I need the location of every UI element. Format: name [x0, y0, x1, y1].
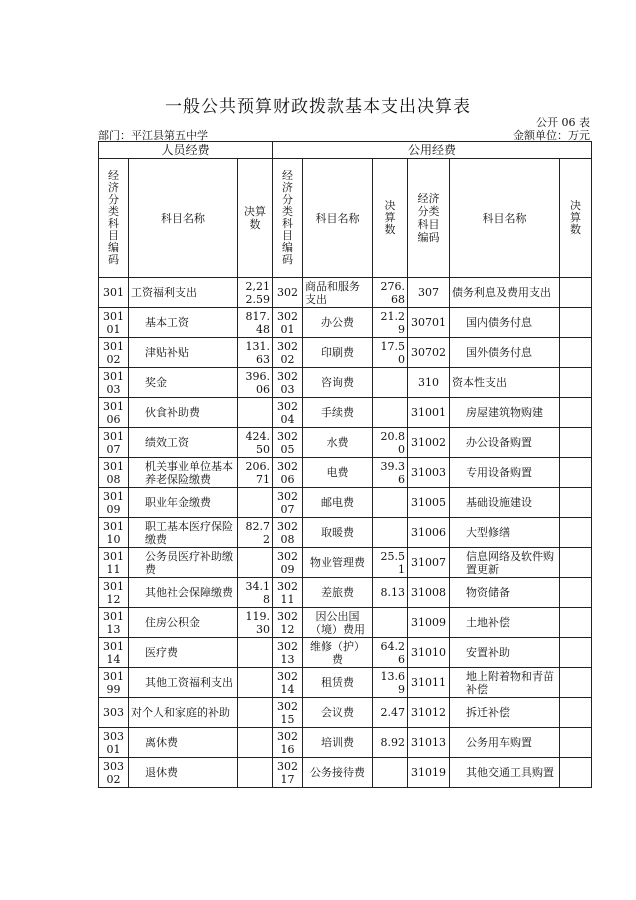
public-amount-cell: 8.13	[373, 578, 408, 608]
personnel-code-cell: 30112	[99, 578, 129, 608]
capital-code-cell: 30702	[408, 338, 450, 368]
public-amount-cell	[373, 608, 408, 638]
capital-name-cell: 信息网络及软件购置更新	[450, 548, 560, 578]
capital-amount-cell	[560, 728, 592, 758]
public-code-cell: 30208	[273, 518, 303, 548]
public-name-cell: 办公费	[303, 308, 373, 338]
public-code-cell: 30205	[273, 428, 303, 458]
public-amount-cell	[373, 518, 408, 548]
public-code-cell: 30213	[273, 638, 303, 668]
capital-amount-cell	[560, 758, 592, 788]
unit-label: 金额单位：万元	[513, 129, 590, 142]
capital-name-cell: 基础设施建设	[450, 488, 560, 518]
personnel-name-cell: 机关事业单位基本养老保险缴费	[129, 458, 238, 488]
capital-amount-cell	[560, 278, 592, 308]
public-code-cell: 30201	[273, 308, 303, 338]
public-code-cell: 30204	[273, 398, 303, 428]
page-title: 一般公共预算财政拨款基本支出决算表	[165, 97, 471, 117]
personnel-code-cell: 30301	[99, 728, 129, 758]
public-amount-cell	[373, 488, 408, 518]
personnel-name-cell: 医疗费	[129, 638, 238, 668]
public-amount-cell: 8.92	[373, 728, 408, 758]
personnel-amount-cell	[238, 668, 273, 698]
personnel-name-cell: 住房公积金	[129, 608, 238, 638]
capital-name-cell: 拆迁补偿	[450, 698, 560, 728]
capital-amount-cell	[560, 698, 592, 728]
capital-code-cell: 307	[408, 278, 450, 308]
public-name-cell: 租赁费	[303, 668, 373, 698]
capital-name-cell: 专用设备购置	[450, 458, 560, 488]
personnel-code-cell: 30106	[99, 398, 129, 428]
public-amount-cell: 2.47	[373, 698, 408, 728]
header-code-capital: 经济分类科目编码	[408, 159, 450, 278]
capital-code-cell: 31019	[408, 758, 450, 788]
table-row	[99, 488, 592, 518]
personnel-name-cell: 对个人和家庭的补助	[129, 698, 238, 728]
personnel-amount-cell: 2,212.59	[238, 278, 273, 308]
public-name-cell: 咨询费	[303, 368, 373, 398]
personnel-code-cell: 30111	[99, 548, 129, 578]
personnel-code-cell: 30101	[99, 308, 129, 338]
capital-amount-cell	[560, 608, 592, 638]
capital-code-cell: 31003	[408, 458, 450, 488]
personnel-name-cell: 职业年金缴费	[129, 488, 238, 518]
table-row	[99, 368, 592, 398]
personnel-name-cell: 职工基本医疗保险缴费	[129, 518, 238, 548]
public-amount-cell	[373, 398, 408, 428]
capital-amount-cell	[560, 548, 592, 578]
personnel-amount-cell	[238, 638, 273, 668]
personnel-code-cell: 30108	[99, 458, 129, 488]
public-name-cell: 电费	[303, 458, 373, 488]
personnel-amount-cell	[238, 758, 273, 788]
capital-amount-cell	[560, 518, 592, 548]
capital-amount-cell	[560, 638, 592, 668]
capital-name-cell: 公务用车购置	[450, 728, 560, 758]
public-amount-cell: 25.51	[373, 548, 408, 578]
table-row	[99, 698, 592, 728]
public-code-cell: 30211	[273, 578, 303, 608]
public-code-cell: 30207	[273, 488, 303, 518]
table-row	[99, 638, 592, 668]
personnel-amount-cell: 131.63	[238, 338, 273, 368]
capital-code-cell: 31013	[408, 728, 450, 758]
public-code-cell: 30202	[273, 338, 303, 368]
table-row	[99, 398, 592, 428]
table-row	[99, 548, 592, 578]
public-amount-cell: 17.50	[373, 338, 408, 368]
public-name-cell: 因公出国（境）费用	[303, 608, 373, 638]
table-row	[99, 278, 592, 308]
expenditure-table	[98, 141, 592, 788]
personnel-amount-cell: 817.48	[238, 308, 273, 338]
public-name-cell: 印刷费	[303, 338, 373, 368]
department-label: 部门：平江县第五中学	[98, 129, 208, 142]
public-name-cell: 培训费	[303, 728, 373, 758]
capital-amount-cell	[560, 668, 592, 698]
public-amount-cell	[373, 758, 408, 788]
capital-code-cell: 31010	[408, 638, 450, 668]
personnel-code-cell: 30102	[99, 338, 129, 368]
header-code-personnel: 经济分类科目编码	[99, 159, 129, 278]
public-group-header: 公用经费	[273, 142, 592, 159]
capital-amount-cell	[560, 338, 592, 368]
table-row	[99, 458, 592, 488]
personnel-name-cell: 离休费	[129, 728, 238, 758]
header-name-personnel: 科目名称	[129, 159, 238, 278]
public-amount-cell: 276.68	[373, 278, 408, 308]
capital-code-cell: 31008	[408, 578, 450, 608]
public-name-cell: 维修（护）费	[303, 638, 373, 668]
capital-code-cell: 31011	[408, 668, 450, 698]
table-row	[99, 308, 592, 338]
public-code-cell: 30203	[273, 368, 303, 398]
public-code-cell: 30209	[273, 548, 303, 578]
public-code-cell: 30215	[273, 698, 303, 728]
public-amount-cell: 39.36	[373, 458, 408, 488]
table-number: 公开 06 表	[536, 116, 590, 129]
public-amount-cell: 20.80	[373, 428, 408, 458]
personnel-amount-cell: 206.71	[238, 458, 273, 488]
capital-amount-cell	[560, 308, 592, 338]
capital-name-cell: 房屋建筑物购建	[450, 398, 560, 428]
personnel-code-cell: 30199	[99, 668, 129, 698]
personnel-code-cell: 30103	[99, 368, 129, 398]
table-row	[99, 338, 592, 368]
capital-name-cell: 物资储备	[450, 578, 560, 608]
public-code-cell: 302	[273, 278, 303, 308]
public-name-cell: 物业管理费	[303, 548, 373, 578]
capital-amount-cell	[560, 578, 592, 608]
personnel-code-cell: 303	[99, 698, 129, 728]
capital-name-cell: 安置补助	[450, 638, 560, 668]
public-amount-cell: 64.26	[373, 638, 408, 668]
capital-code-cell: 31001	[408, 398, 450, 428]
personnel-code-cell: 30110	[99, 518, 129, 548]
personnel-code-cell: 30302	[99, 758, 129, 788]
capital-code-cell: 31009	[408, 608, 450, 638]
capital-code-cell: 31002	[408, 428, 450, 458]
personnel-name-cell: 绩效工资	[129, 428, 238, 458]
capital-code-cell: 31007	[408, 548, 450, 578]
personnel-name-cell: 其他社会保障缴费	[129, 578, 238, 608]
capital-amount-cell	[560, 398, 592, 428]
capital-amount-cell	[560, 488, 592, 518]
personnel-name-cell: 退休费	[129, 758, 238, 788]
personnel-amount-cell	[238, 548, 273, 578]
capital-code-cell: 31006	[408, 518, 450, 548]
personnel-group-header: 人员经费	[99, 142, 273, 159]
table-row	[99, 608, 592, 638]
personnel-code-cell: 301	[99, 278, 129, 308]
personnel-name-cell: 其他工资福利支出	[129, 668, 238, 698]
header-name-capital: 科目名称	[450, 159, 560, 278]
personnel-code-cell: 30107	[99, 428, 129, 458]
public-name-cell: 水费	[303, 428, 373, 458]
capital-name-cell: 国内债务付息	[450, 308, 560, 338]
personnel-amount-cell: 119.30	[238, 608, 273, 638]
personnel-name-cell: 基本工资	[129, 308, 238, 338]
capital-name-cell: 资本性支出	[450, 368, 560, 398]
personnel-amount-cell	[238, 698, 273, 728]
capital-name-cell: 大型修缮	[450, 518, 560, 548]
capital-amount-cell	[560, 368, 592, 398]
capital-name-cell: 其他交通工具购置	[450, 758, 560, 788]
table-row	[99, 758, 592, 788]
public-name-cell: 差旅费	[303, 578, 373, 608]
public-code-cell: 30206	[273, 458, 303, 488]
public-amount-cell: 21.29	[373, 308, 408, 338]
table-row	[99, 578, 592, 608]
public-name-cell: 取暖费	[303, 518, 373, 548]
personnel-name-cell: 工资福利支出	[129, 278, 238, 308]
capital-amount-cell	[560, 428, 592, 458]
public-name-cell: 邮电费	[303, 488, 373, 518]
capital-code-cell: 31005	[408, 488, 450, 518]
capital-amount-cell	[560, 458, 592, 488]
table-row	[99, 728, 592, 758]
capital-name-cell: 办公设备购置	[450, 428, 560, 458]
capital-code-cell: 310	[408, 368, 450, 398]
public-amount-cell: 13.69	[373, 668, 408, 698]
header-name-public: 科目名称	[303, 159, 373, 278]
personnel-amount-cell	[238, 728, 273, 758]
capital-code-cell: 30701	[408, 308, 450, 338]
header-code-public: 经济分类科目编码	[273, 159, 303, 278]
personnel-amount-cell: 396.06	[238, 368, 273, 398]
public-name-cell: 手续费	[303, 398, 373, 428]
table-row	[99, 428, 592, 458]
public-code-cell: 30214	[273, 668, 303, 698]
personnel-name-cell: 公务员医疗补助缴费	[129, 548, 238, 578]
header-amount-public: 决算数	[373, 159, 408, 278]
public-amount-cell	[373, 368, 408, 398]
personnel-amount-cell: 424.50	[238, 428, 273, 458]
capital-name-cell: 债务利息及费用支出	[450, 278, 560, 308]
public-code-cell: 30217	[273, 758, 303, 788]
public-name-cell: 商品和服务支出	[303, 278, 373, 308]
table-row	[99, 518, 592, 548]
public-name-cell: 会议费	[303, 698, 373, 728]
personnel-code-cell: 30109	[99, 488, 129, 518]
personnel-amount-cell: 34.18	[238, 578, 273, 608]
header-amount-capital: 决算数	[560, 159, 592, 278]
capital-code-cell: 31012	[408, 698, 450, 728]
header-amount-personnel: 决算数	[238, 159, 273, 278]
capital-name-cell: 土地补偿	[450, 608, 560, 638]
personnel-code-cell: 30113	[99, 608, 129, 638]
personnel-name-cell: 奖金	[129, 368, 238, 398]
personnel-name-cell: 津贴补贴	[129, 338, 238, 368]
capital-name-cell: 地上附着物和青苗补偿	[450, 668, 560, 698]
personnel-amount-cell	[238, 398, 273, 428]
capital-name-cell: 国外债务付息	[450, 338, 560, 368]
public-name-cell: 公务接待费	[303, 758, 373, 788]
personnel-amount-cell	[238, 488, 273, 518]
personnel-name-cell: 伙食补助费	[129, 398, 238, 428]
public-code-cell: 30216	[273, 728, 303, 758]
table-row	[99, 668, 592, 698]
personnel-code-cell: 30114	[99, 638, 129, 668]
personnel-amount-cell: 82.72	[238, 518, 273, 548]
public-code-cell: 30212	[273, 608, 303, 638]
